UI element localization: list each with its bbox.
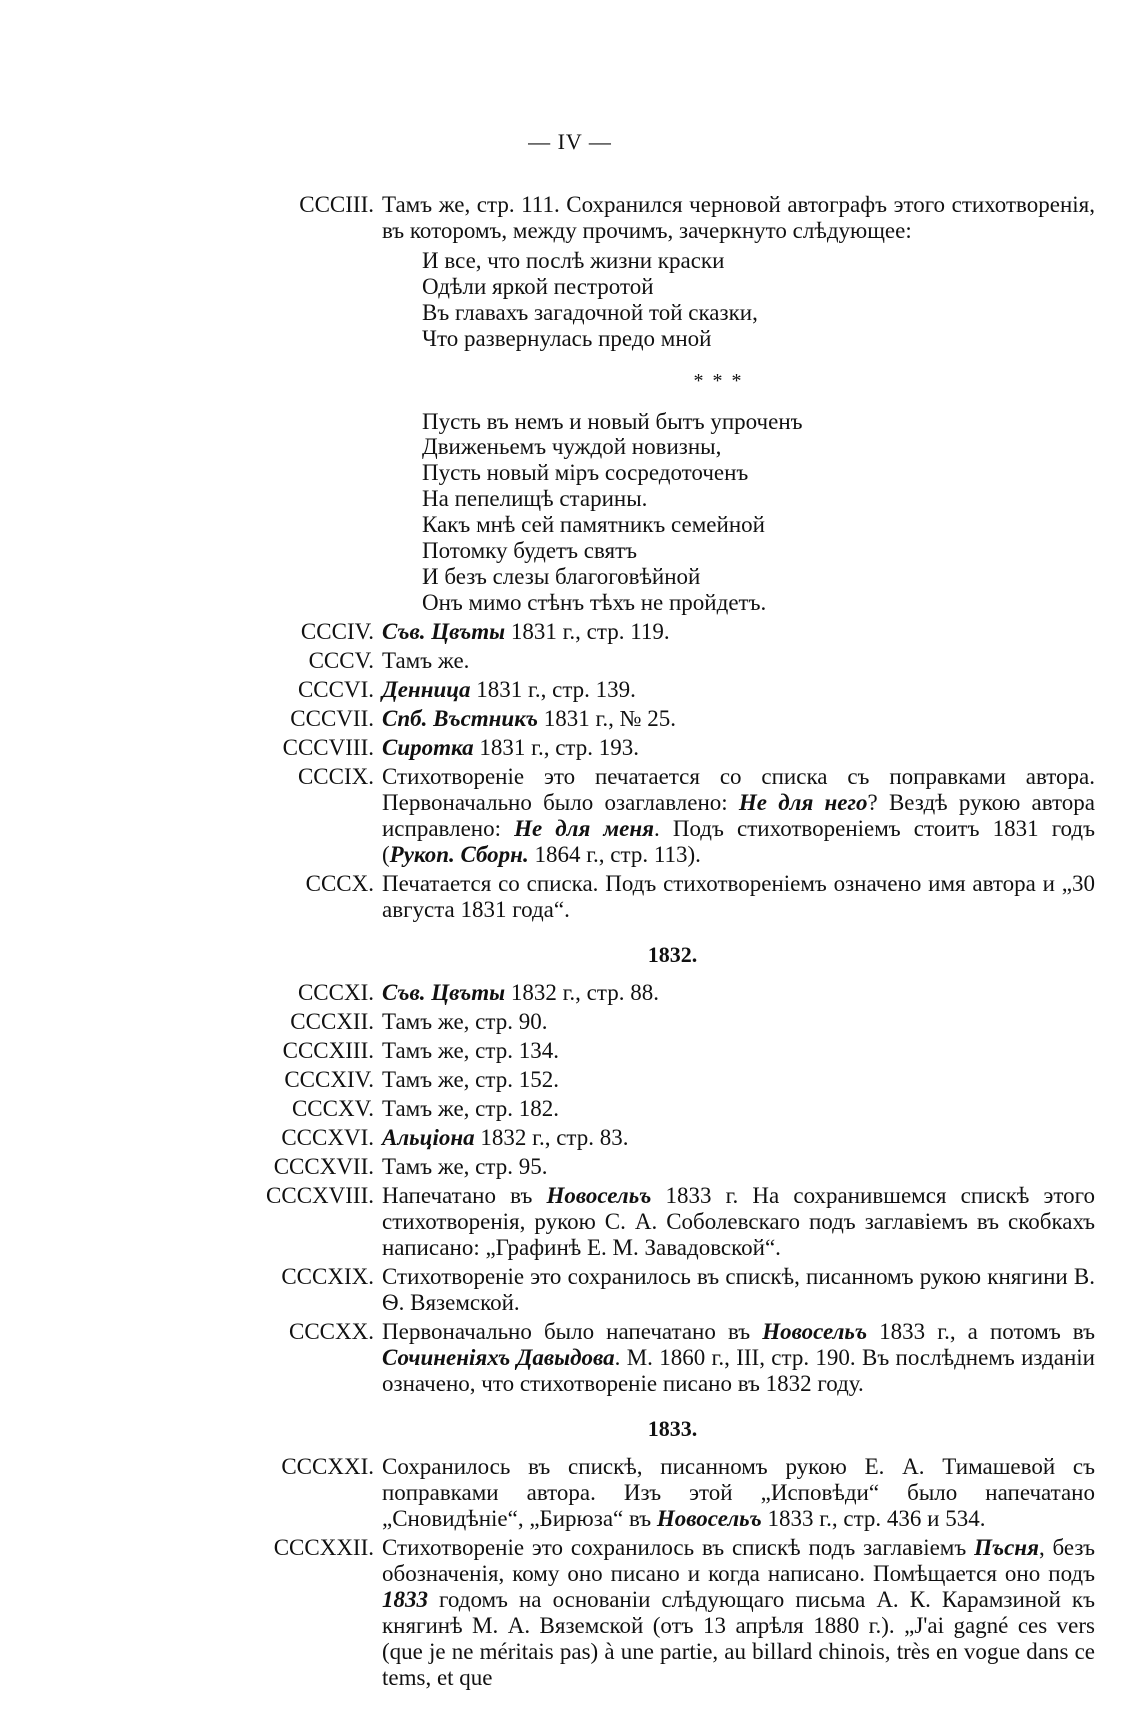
note-number: CCCXII. (290, 1009, 374, 1035)
note-number: CCCX. (305, 871, 374, 897)
note-text: Тамъ же, стр. 134. (382, 1038, 559, 1064)
year-reference: 1833 (382, 1586, 428, 1612)
note-number: CCCXIII. (282, 1038, 374, 1064)
source-title: Съв. Цвъты (382, 980, 506, 1006)
source-title: Альціона (382, 1124, 475, 1150)
note-text: . Подъ стихотвореніемъ стоитъ 1831 годъ ( (382, 816, 1095, 868)
note-number: CCCXVI. (281, 1124, 374, 1150)
title-variant: Пъсня (974, 1534, 1039, 1560)
note-number: CCCXI. (297, 980, 374, 1006)
note-322 (250, 1535, 1095, 1691)
note-text: , безъ обозначенія, кому оно писано и когда написано. Помѣщается оно подъ (382, 1534, 1096, 1586)
note-number: CCCXX. (289, 1318, 374, 1344)
note-text: 1833 г., а потомъ въ (867, 1318, 1095, 1344)
note-309 (250, 764, 1095, 868)
note-320 (250, 1319, 1095, 1397)
verse-line: И безъ слезы благоговѣйной (422, 564, 701, 590)
verse-line: На пепелищѣ старины. (422, 486, 648, 512)
verse-line: Одѣли яркой пестротой (422, 273, 654, 299)
source-title: Сиротка (382, 735, 474, 761)
verse-line: Что развернулась предо мной (422, 325, 712, 351)
note-number: CCCXXII. (273, 1534, 374, 1560)
note-number: CCCVIII. (282, 735, 374, 761)
note-text: Тамъ же, стр. 182. (382, 1096, 559, 1121)
verse-line: Въ главахъ загадочной той сказки, (422, 299, 758, 325)
note-313 (250, 1038, 1095, 1064)
asterism: * * * (693, 369, 744, 392)
note-number: CCCIII. (299, 192, 374, 217)
note-text: годомъ на основаніи слѣдующаго письма А. К. Карамзиной къ княгинѣ М. А. Вяземской (отъ 13 апрѣля 1880 г.). „J'ai gagné ces vers (que je ne méritais pas) à une partie, au billard chinois, très en vogue dans ce tems, et que (382, 1586, 1095, 1690)
note-text: Стихотвореніе это сохранилось въ спискѣ, писанномъ рукою княгини В. Ѳ. Вяземской. (382, 1263, 1095, 1315)
note-number: CCCXVIII. (266, 1182, 374, 1208)
note-number: CCCXIX. (281, 1263, 374, 1289)
title-variant: Не для него (738, 790, 868, 816)
verse-line: И все, что послѣ жизни краски (422, 247, 725, 273)
note-314 (250, 1067, 1095, 1093)
note-303 (250, 192, 1095, 616)
note-text: Печатается со списка. Подъ стихотвореніемъ означено имя автора и „30 августа 1831 года“. (382, 871, 1095, 923)
source-title: Новосельъ (656, 1505, 762, 1531)
page-header: — IV — (528, 129, 612, 154)
source-title: Новосельъ (762, 1318, 868, 1344)
notes-list (250, 192, 1095, 1694)
note-text: Сохранилось въ спискѣ, писанномъ рукою Е. А. Тимашевой съ поправками автора. Изъ этой „Исповѣди“ было напечатано „Сновидѣніе“, „Бирюза“ въ (382, 1453, 1095, 1531)
verse-line: Какъ мнѣ сей памятникъ семейной (422, 512, 765, 538)
note-number: CCCV. (308, 648, 374, 674)
note-307 (250, 706, 1095, 732)
note-319 (250, 1264, 1095, 1316)
note-text: 1831 г., стр. 119. (505, 619, 670, 645)
note-text: 1831 г., № 25. (538, 706, 677, 732)
note-305 (250, 648, 1095, 674)
year-heading-1833: 1833. (647, 1415, 698, 1441)
source-title: Денница (382, 677, 471, 703)
note-308 (250, 735, 1095, 761)
note-text: 1864 г., стр. 113). (528, 842, 701, 868)
note-number: CCCXIV. (284, 1067, 374, 1093)
source-title: Съв. Цвъты (382, 619, 506, 645)
verse-line: Пусть въ немъ и новый бытъ упроченъ (422, 408, 803, 434)
note-number: CCCXXI. (281, 1453, 374, 1479)
note-304 (250, 619, 1095, 645)
source-title: Спб. Въстникъ (382, 706, 539, 732)
note-321 (250, 1454, 1095, 1532)
note-text: Тамъ же, стр. 111. Сохранился черновой автографъ этого стихотворенія, въ которомъ, между прочимъ, зачеркнуто слѣдующее: (382, 192, 1095, 243)
note-text: 1831 г., стр. 139. (470, 677, 636, 703)
note-text: 1832 г., стр. 83. (474, 1124, 629, 1150)
verse-line: Движеньемъ чуждой новизны, (422, 434, 722, 460)
note-number: CCCIV. (300, 619, 374, 645)
note-text: Тамъ же, стр. 90. (382, 1009, 548, 1035)
note-text: . М. 1860 г., III, стр. 190. Въ послѣднемъ изданіи означено, что стихотвореніе писано въ 1832 году. (382, 1344, 1095, 1396)
note-number: CCCXVII. (273, 1153, 374, 1179)
note-text: Тамъ же, стр. 95. (382, 1153, 548, 1179)
note-number: CCCIX. (297, 764, 374, 790)
note-text: Напечатано въ (382, 1182, 547, 1208)
verse-line: Потомку будетъ святъ (422, 538, 638, 564)
note-text: Стихотвореніе это сохранилось въ спискѣ подъ заглавіемъ (382, 1534, 975, 1560)
year-heading-1832: 1832. (647, 942, 698, 968)
note-318 (250, 1183, 1095, 1261)
note-317 (250, 1154, 1095, 1180)
source-title: Сочиненіяхъ Давыдова (382, 1344, 615, 1370)
note-312 (250, 1009, 1095, 1035)
note-text: Первоначально было напечатано въ (382, 1318, 763, 1344)
verse-fragment-2 (422, 409, 1095, 617)
note-311 (250, 980, 1095, 1006)
note-text: 1833 г. На сохранившемся спискѣ этого стихотворенія, рукою С. А. Соболевскаго подъ заглавіемъ въ скобкахъ написано: „Графинѣ Е. М. Завадовской“. (382, 1182, 1095, 1260)
note-text: 1831 г., стр. 193. (473, 735, 639, 761)
note-text: 1833 г., стр. 436 и 534. (761, 1505, 986, 1531)
source-title: Новосельъ (546, 1182, 652, 1208)
note-text: Стихотвореніе это печатается со списка съ поправками автора. Первоначально было озаглавлено: (382, 764, 1095, 816)
note-number: CCCXV. (291, 1096, 374, 1121)
verse-line: Пусть новый міръ сосредоточенъ (422, 460, 749, 486)
note-306 (250, 677, 1095, 703)
note-text: Тамъ же, стр. 152. (382, 1067, 559, 1093)
note-text: Тамъ же. (382, 648, 470, 674)
verse-fragment-1 (422, 248, 1095, 352)
note-315 (250, 1096, 1095, 1122)
verse-line: Онъ мимо стѣнъ тѣхъ не пройдетъ. (422, 590, 767, 616)
note-text: ? Вездѣ рукою автора исправлено: (382, 790, 1095, 842)
note-text: 1832 г., стр. 88. (505, 980, 659, 1006)
note-310 (250, 871, 1095, 923)
note-316 (250, 1125, 1095, 1151)
note-number: CCCVII. (290, 706, 374, 732)
title-variant: Не для меня (514, 816, 655, 842)
source-title: Рукоп. Сборн. (389, 842, 529, 868)
note-number: CCCVI. (297, 677, 374, 703)
